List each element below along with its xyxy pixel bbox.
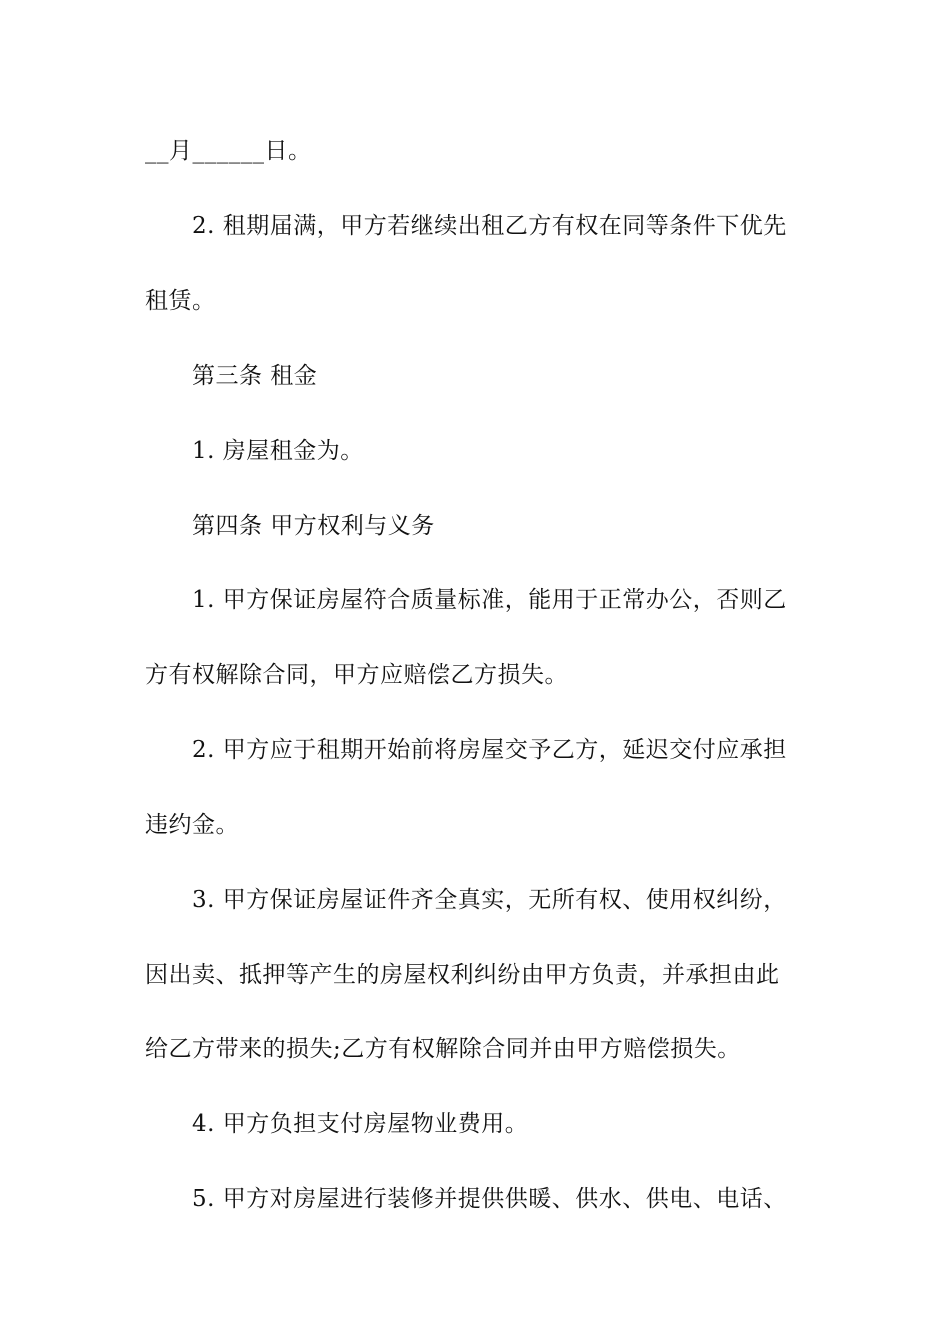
article-4-item-1-cont: 方有权解除合同，甲方应赔偿乙方损失。 (145, 662, 568, 688)
article-3-heading: 第三条 租金 (192, 363, 318, 389)
article-4-item-1: 1. 甲方保证房屋符合质量标准，能用于正常办公，否则乙 (192, 587, 787, 613)
article-3-item-1: 1. 房屋租金为。 (192, 438, 364, 464)
article-4-item-3-cont-2: 给乙方带来的损失;乙方有权解除合同并由甲方赔偿损失。 (145, 1036, 741, 1062)
article-4-item-3: 3. 甲方保证房屋证件齐全真实，无所有权、使用权纠纷， (192, 887, 787, 913)
article-4-item-2: 2. 甲方应于租期开始前将房屋交予乙方，延迟交付应承担 (192, 737, 787, 763)
article-4-item-5: 5. 甲方对房屋进行装修并提供供暖、供水、供电、电话、 (192, 1186, 787, 1212)
clause-2-renewal-cont: 租赁。 (145, 288, 216, 314)
article-4-item-4: 4. 甲方负担支付房屋物业费用。 (192, 1111, 529, 1137)
date-line: __月______日。 (145, 138, 312, 164)
article-4-item-3-cont-1: 因出卖、抵押等产生的房屋权利纠纷由甲方负责，并承担由此 (145, 962, 780, 988)
clause-2-renewal-priority: 2. 租期届满，甲方若继续出租乙方有权在同等条件下优先 (192, 213, 787, 239)
article-4-heading: 第四条 甲方权利与义务 (192, 513, 435, 539)
article-4-item-2-cont: 违约金。 (145, 812, 239, 838)
